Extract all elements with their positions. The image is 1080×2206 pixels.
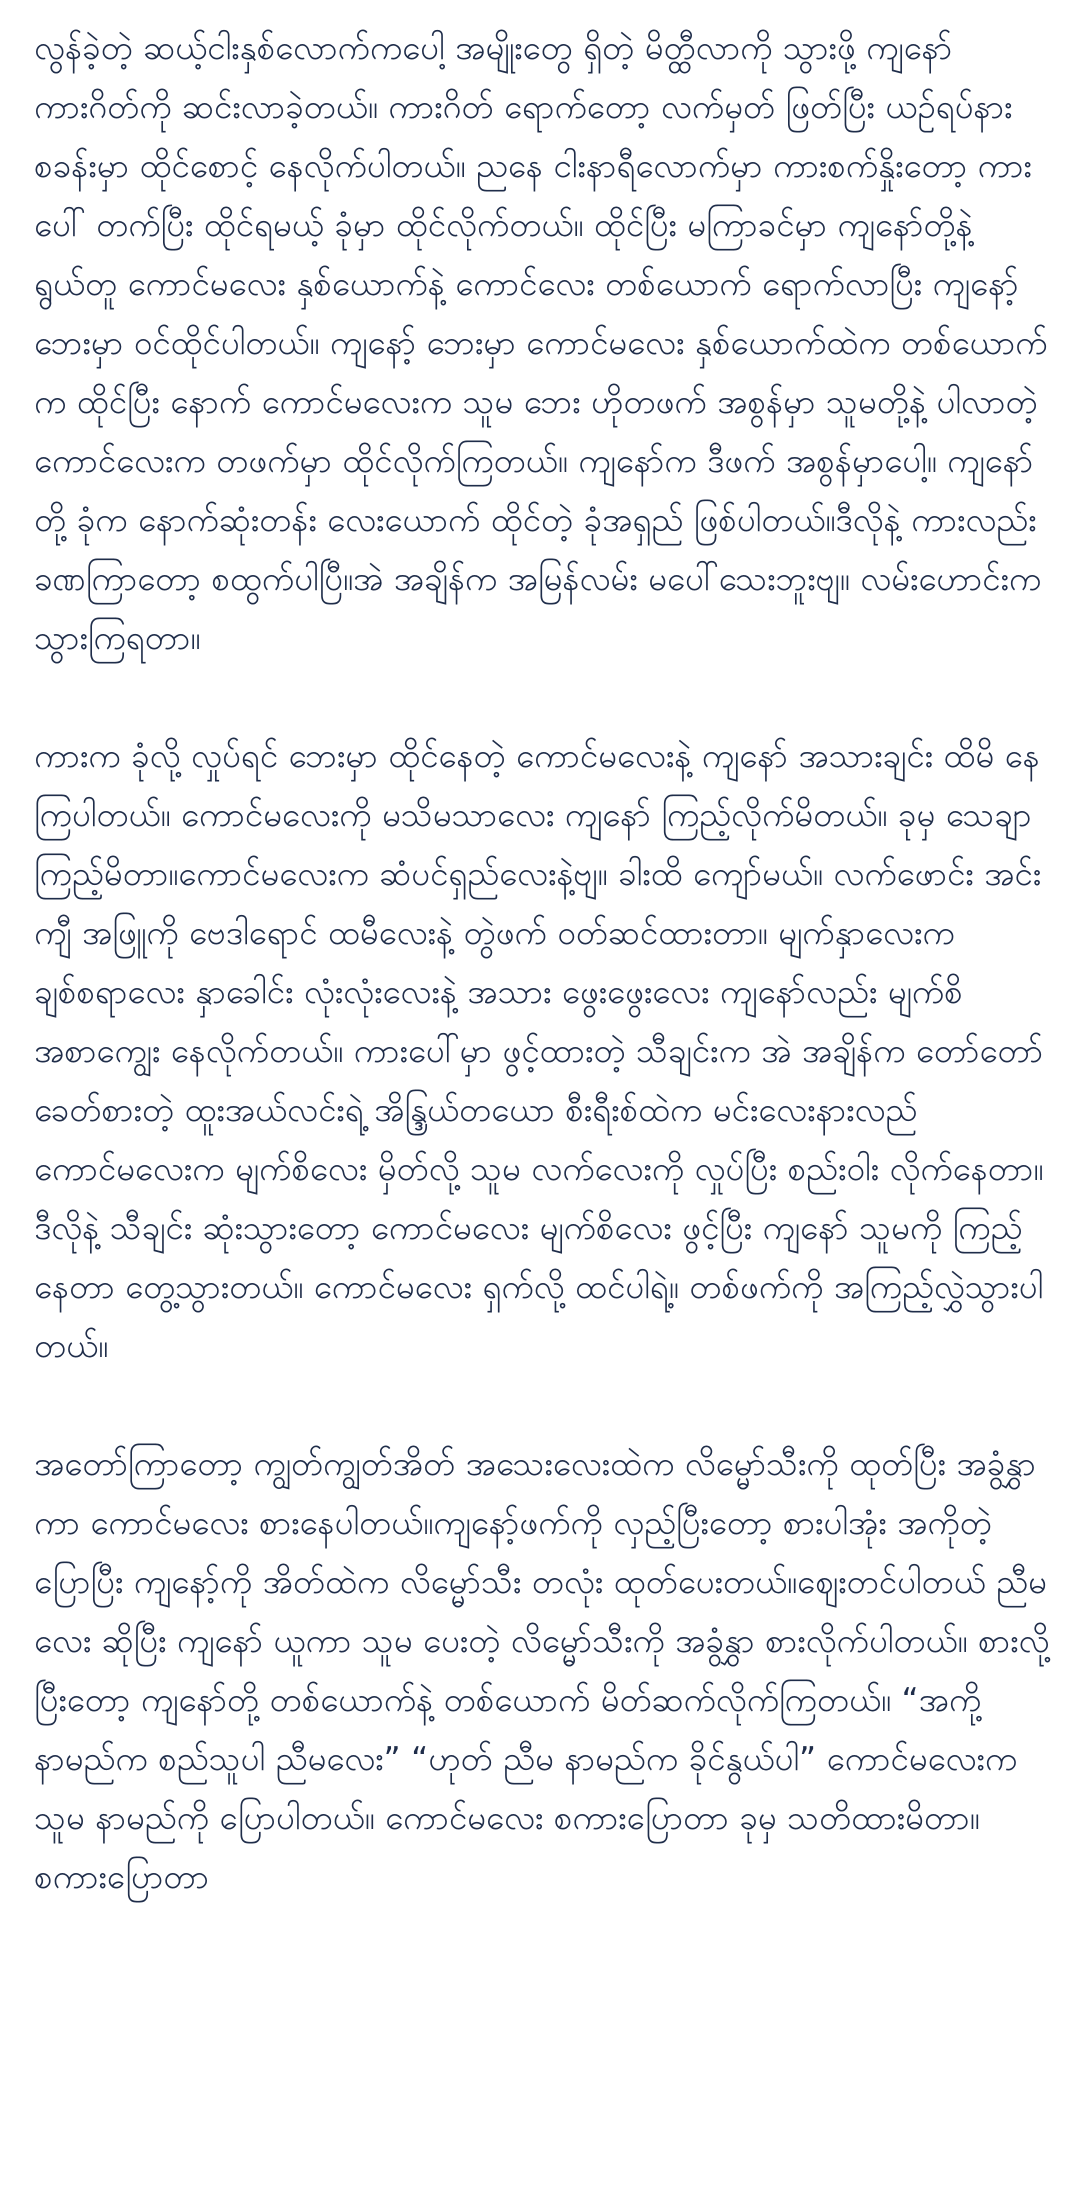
- article-body: [34, 18, 1050, 1965]
- article-paragraph-1: လွန်ခဲ့တဲ့ ဆယ့်ငါးနှစ်လောက်ကပေါ့ အမျိုးတွေ ရှိတဲ့ မိတ္ထီလာကို သွားဖို့ ကျနော် ကားဂိတ်ကို ဆင်းလာခဲ့တယ်။ ကားဂိတ် ရောက်တော့ လက်မှတ် ဖြတ်ပြီး ယဉ်ရပ်နား စခန်းမှာ ထိုင်စောင့် နေလိုက်ပါတယ်။ ညနေ ငါးနာရီလောက်မှာ ကားစက်နှိုးတော့ ကားပေါ် တက်ပြီး ထိုင်ရမယ့် ခုံမှာ ထိုင်လိုက်တယ်။ ထိုင်ပြီး မကြာခင်မှာ ကျနော်တို့နဲ့ ရွယ်တူ ကောင်မလေး နှစ်ယောက်နဲ့ ကောင်လေး တစ်ယောက် ရောက်လာပြီး ကျနော့် ဘေးမှာ ဝင်ထိုင်ပါတယ်။ ကျနော့် ဘေးမှာ ကောင်မလေး နှစ်ယောက်ထဲက တစ်ယောက်က ထိုင်ပြီး နောက် ကောင်မလေးက သူမ ဘေး ဟိုတဖက် အစွန်မှာ သူမတို့နဲ့ ပါလာတဲ့ ကောင်လေးက တဖက်မှာ ထိုင်လိုက်ကြတယ်။ ကျနော်က ဒီဖက် အစွန်မှာပေါ့။ ကျနော်တို့ ခုံက နောက်ဆုံးတန်း လေးယောက် ထိုင်တဲ့ ခုံအရှည် ဖြစ်ပါတယ်။ဒီလိုနဲ့ ကားလည်း ခဏကြာတော့ စထွက်ပါပြီ။အဲ အချိန်က အမြန်လမ်း မပေါ်သေးဘူးဗျ။ လမ်းဟောင်းက သွားကြရတာ။: [34, 28, 1048, 657]
- article-paragraph-2: ကားက ခုံလို့ လှုပ်ရင် ဘေးမှာ ထိုင်နေတဲ့ ကောင်မလေးနဲ့ ကျနော် အသားချင်း ထိမိ နေကြပါတယ်။ ကောင်မလေးကို မသိမသာလေး ကျနော် ကြည့်လိုက်မိတယ်။ ခုမှ သေချာ ကြည့်မိတာ။ကောင်မလေးက ဆံပင်ရှည်လေးနဲ့ဗျ။ ခါးထိ ကျော်မယ်။ လက်ဖောင်း အင်းကျီ အဖြူကို ဗေဒါရောင် ထမီလေးနဲ့ တွဲဖက် ဝတ်ဆင်ထားတာ။ မျက်နှာလေးက ချစ်စရာလေး နှာခေါင်း လုံးလုံးလေးနဲ့ အသား ဖွေးဖွေးလေး ကျနော်လည်း မျက်စိ အစာကျွေး နေလိုက်တယ်။ ကားပေါ်မှာ ဖွင့်ထားတဲ့ သီချင်းက အဲ အချိန်က တော်တော် ခေတ်စားတဲ့ ထူးအယ်လင်းရဲ့ အိန္ဒြယ်တယော စီးရီးစ်ထဲက မင်းလေးနားလည် ကောင်မလေးက မျက်စိလေး မှိတ်လို့ သူမ လက်လေးကို လှုပ်ပြီး စည်းဝါး လိုက်နေတာ။ ဒီလိုနဲ့ သီချင်း ဆုံးသွားတော့ ကောင်မလေး မျက်စိလေး ဖွင့်ပြီး ကျနော် သူမကို ကြည့်နေတာ တွေ့သွားတယ်။ ကောင်မလေး ရှက်လို့ ထင်ပါရဲ့။ တစ်ဖက်ကို အကြည့်လွှဲသွားပါတယ်။: [34, 736, 1044, 1365]
- article-paragraph-3: အတော်ကြာတော့ ကျွတ်ကျွတ်အိတ် အသေးလေးထဲက လိမ္မော်သီးကို ထုတ်ပြီး အခွံနွှာကာ ကောင်မလေး စားနေပါတယ်။ကျနော့်ဖက်ကို လှည့်ပြီးတော့ စားပါအုံး အကိုတဲ့ ပြောပြီး ကျနော့်ကို အိတ်ထဲက လိမ္မော်သီး တလုံး ထုတ်ပေးတယ်။ဈေးတင်ပါတယ် ညီမလေး ဆိုပြီး ကျနော် ယူကာ သူမ ပေးတဲ့ လိမ္မော်သီးကို အခွံနွှာ စားလိုက်ပါတယ်။ စားလို့ပြီးတော့ ကျနော်တို့ တစ်ယောက်နဲ့ တစ်ယောက် မိတ်ဆက်လိုက်ကြတယ်။ “အကို့ နာမည်က စည်သူပါ ညီမလေး” “ဟုတ် ညီမ နာမည်က ခိုင်နွယ်ပါ” ကောင်မလေးက သူမ နာမည်ကို ပြောပါတယ်။ ကောင်မလေး စကားပြောတာ ခုမှ သတိထားမိတာ။စကားပြောတာ: [34, 1444, 1050, 1896]
